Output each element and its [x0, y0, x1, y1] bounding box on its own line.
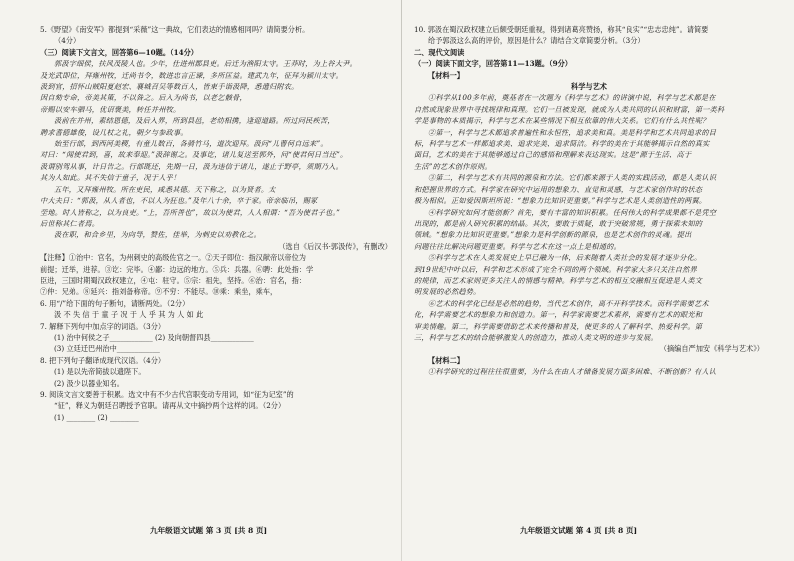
text-line: 10. 郭汲在蜀汉政权建立后颇受朝廷重视，得到诸葛亮赞扬，称其“良实”“忠志忠纯”。请简要	[414, 25, 709, 34]
text-line: 生活”的艺术创作原则。	[414, 161, 492, 171]
text-line: ⑤科学与艺术在人类发展史上早已融为一体，后来随着人类社会的发展才逐步分化。	[428, 253, 702, 263]
text-line: 学是事物的本质揭示，科学与艺术在某些情况下相互依靠的伟大关系。它们有什么共性呢？	[414, 116, 710, 126]
text-line: 汲到官，招怀山贼阳夏赵宏、襄城召吴等数百人，皆束手诣汲降，悉遣归附农。	[40, 82, 299, 92]
text-line: 7. 解释下列句中加点字的词语。（3分）	[40, 321, 166, 331]
text-line: 茔地。时人皆称之，以为良吏。“上，吾所善也”，故以为使君，人人相谓：“吾为使君子也。”	[40, 207, 341, 217]
left-page	[40, 24, 392, 534]
text-line: 5.《野望》《南安军》都提到“采薇”这一典故，它们表达的情感相同吗？请简要分析。	[40, 25, 310, 34]
left-page-footer: 九年级语文试题 第 3 页 [共 8 页]	[150, 526, 268, 535]
text-line: 后世称其仁者焉。	[40, 218, 100, 228]
text-line: 及光武即位，拜雍州牧，迁尚书令，数进忠言正谏，多所匡益。建武九年，征拜为颍川太守。	[40, 70, 343, 80]
text-line: 始至行部，到西河美稷，有童儿数百，各骑竹马，道次迎拜。汲问“儿曹何自远来”。	[54, 139, 328, 149]
text-line: 8. 把下列句子翻译成现代汉语。（4分）	[40, 355, 166, 365]
text-line: 前提；迁举，进荐。③讫：完毕。④鄙：边远的地方。⑤兵：兵器。⑥聘：此处指：学	[40, 264, 314, 274]
text-line: 自然或现象世界中寻找规律和真理。它们一旦被发现，就成为人类共同的认识和财富，第一类科	[414, 104, 725, 114]
text-line: 6. 用“/”给下面的句子断句，请断两处。（2分）	[40, 298, 190, 308]
right-page	[414, 24, 764, 534]
text-line: 汲谓别驾从事，计日告之。行部既还，先期一日，汲为违信于诸儿，遂止于野亭，须期乃入。	[40, 161, 343, 171]
text-line: ⑥艺术的科学化已经是必然的趋势，当代艺术创作，离不开科学技术。而科学需要艺术	[428, 298, 709, 308]
text-line: 对曰：“闻使君到，喜，故来奉迎。”汲辞谢之。及事讫，诸儿复送至郭外，问“使君何日当还”。	[40, 150, 348, 160]
text-line: 其为人如此。其不失信于童子，况于人乎！	[40, 173, 181, 183]
text-line: (2) 汲少以器业知名。	[54, 378, 124, 388]
text-line: 面目，艺术的美在于其能够通过自己的感悟和理解来表达现实。这是“源于生活、高于	[414, 150, 692, 160]
text-line: 【材料一】	[428, 70, 464, 80]
text-line: 9. 阅读文言文要善于积累。选文中有不少古代官职变动专用词，如“征为记室”的	[40, 390, 294, 399]
text-line: (1) ________ (2) ________	[54, 412, 139, 422]
text-line: 汲 不 失 信 于 童 子 况 于 人 乎 其 为 人 如 此	[54, 310, 204, 320]
text-line: （三）阅读下文言文，回答第6—10题。（14分）	[40, 47, 198, 57]
right-page-footer: 九年级语文试题 第 4 页 [共 8 页]	[520, 526, 638, 535]
text-line: （一）阅读下面文字，回答第11—13题。（9分）	[414, 59, 572, 69]
text-line: 标，科学与艺术一样都追求美、追求完美、追求简洁。科学的美在于其能够揭示自然的真实	[414, 139, 710, 149]
text-line: 出现的，都是前人研究积累的结晶。其次，要敢于质疑，敢于突破常规，勇于探索未知的	[414, 218, 703, 228]
fold-line	[401, 0, 402, 561]
text-line: 问题往往比解决问题更重要。科学与艺术在这一点上是相通的。	[414, 241, 621, 251]
text-line: 中大夫日：“郭汲，从人者也，不以人为狂也。”及年八十余，卒于家。帝亲临吊，赐冢	[40, 196, 318, 206]
text-line: 审美情趣。第二，科学需要借助艺术来传播和普及，使更多的人了解科学、热爱科学。第	[414, 321, 703, 331]
text-line: ④科学研究如何才能创新？首先，要有丰富的知识积累。任何伟大的科学成果都不是凭空	[428, 207, 717, 217]
text-line: 【注释】①治中：官名，为州刺史的高级佐官之一。②天子即位：指汉献帝以帝位为	[40, 253, 306, 263]
text-line: 臣进，三国时期蜀汉政权建立，④屯：驻守。⑤宗：祖先，坚持。⑥治：官名，指：	[40, 275, 306, 285]
text-line: 给予郭汲这么高的评价，原因是什么？请结合文章简要分析。（3分）	[428, 36, 645, 46]
text-line: “征”，释义为朝廷召聘授予官职。请再从文中摘抄两个这样的词。（2分）	[54, 401, 286, 411]
text-line: 帝赐以安车驷马，优诏褒美，转任并州牧。	[40, 104, 181, 114]
text-line: 领域。“想象力比知识更重要。”想象力是科学创新的源泉，也是艺术创作的灵魂。提出	[414, 230, 692, 240]
text-line: ③第二，科学与艺术有共同的源泉和方法。它们都来源于人类的实践活动，都是人类认识	[428, 173, 717, 183]
text-line: （摘编自严加安《科学与艺术》）	[659, 344, 764, 354]
text-line: 聘求耆德雄俊，设几杖之礼，朝夕与参政事。	[40, 127, 188, 137]
text-line: ⑦仲：兄弟。⑧延兴：指刘备称帝。⑨不穷：不能尽。⑩乘：乘坐，乘车，	[40, 287, 278, 297]
text-line: 明发展的必然趋势。	[414, 287, 481, 297]
text-line: ①科学从100多年前，奠基者在一次题为《科学与艺术》的讲演中说，科学与艺术都是在	[428, 93, 716, 103]
text-line: ①科学研究的过程往往很重要，为什么在由人才储备发展方面多困难、不断创新？有人认	[428, 367, 717, 377]
text-line: ②第一，科学与艺术都追求普遍性和永恒性，追求美和真。美是科学和艺术共同追求的目	[428, 127, 717, 137]
text-line: 五年，又拜雍州牧。所在吏民，咸悉其德。天下称之，以为贤者。太	[54, 184, 276, 194]
text-line: （选自《后汉书·郭汲传》，有删改）	[278, 241, 392, 251]
text-line: 汲在职，和合乡里，为向导，赞佐，佳举，为刺史以劝教化之。	[54, 230, 261, 240]
text-line: (1) 是以先帝简拔以遗陛下。	[54, 367, 146, 377]
text-line: 到19世纪中叶以后，科学和艺术形成了完全不同的两个领域。科学家大多只关注自然界	[414, 264, 697, 274]
text-line: 三，科学与艺术的结合能够激发人的创造力，推动人类文明的进步与发展。	[414, 332, 658, 342]
text-line: 汲前在并州，素结恩德，及后入界，所到县邑，老幼相携，逢迎道路。所过问民疾苦，	[54, 116, 335, 126]
text-line: 【材料二】	[428, 355, 464, 365]
text-line: 郭汲字细侯，扶风茂陵人也。少年，仕进州郡县吏。后迁为渔阳太守。王莽时，为上谷大尹。	[54, 59, 357, 69]
text-line: 的规律，而艺术家则更多关注人的情感与精神。科学与艺术的相互交融相互促进是人类文	[414, 275, 703, 285]
text-line: 二、现代文阅读	[414, 47, 465, 57]
text-line: 极为相似。正如爱因斯坦所说：“想象力比知识更重要。”科学与艺术是人类创造性的两翼。	[414, 196, 707, 206]
text-line: (3) 立廷迁巴州治中____________	[54, 344, 160, 354]
text-line: 化，科学需要艺术的想象力和创造力。第一，科学家需要艺术素养，需要有艺术的眼光和	[414, 310, 703, 320]
text-line: 因自劾专命，帝美其策，不以咎之。后入为尚书，以老乞骸骨，	[40, 93, 247, 103]
text-line: (1) 治中何侯之子____________ (2) 及向朝督四县____________	[54, 332, 254, 342]
text-line: 科学与艺术	[571, 82, 607, 92]
text-line: 和把握世界的方式。科学家在研究中运用的想象力、直觉和灵感，与艺术家创作时的状态	[414, 184, 703, 194]
text-line: （4分）	[54, 36, 81, 46]
